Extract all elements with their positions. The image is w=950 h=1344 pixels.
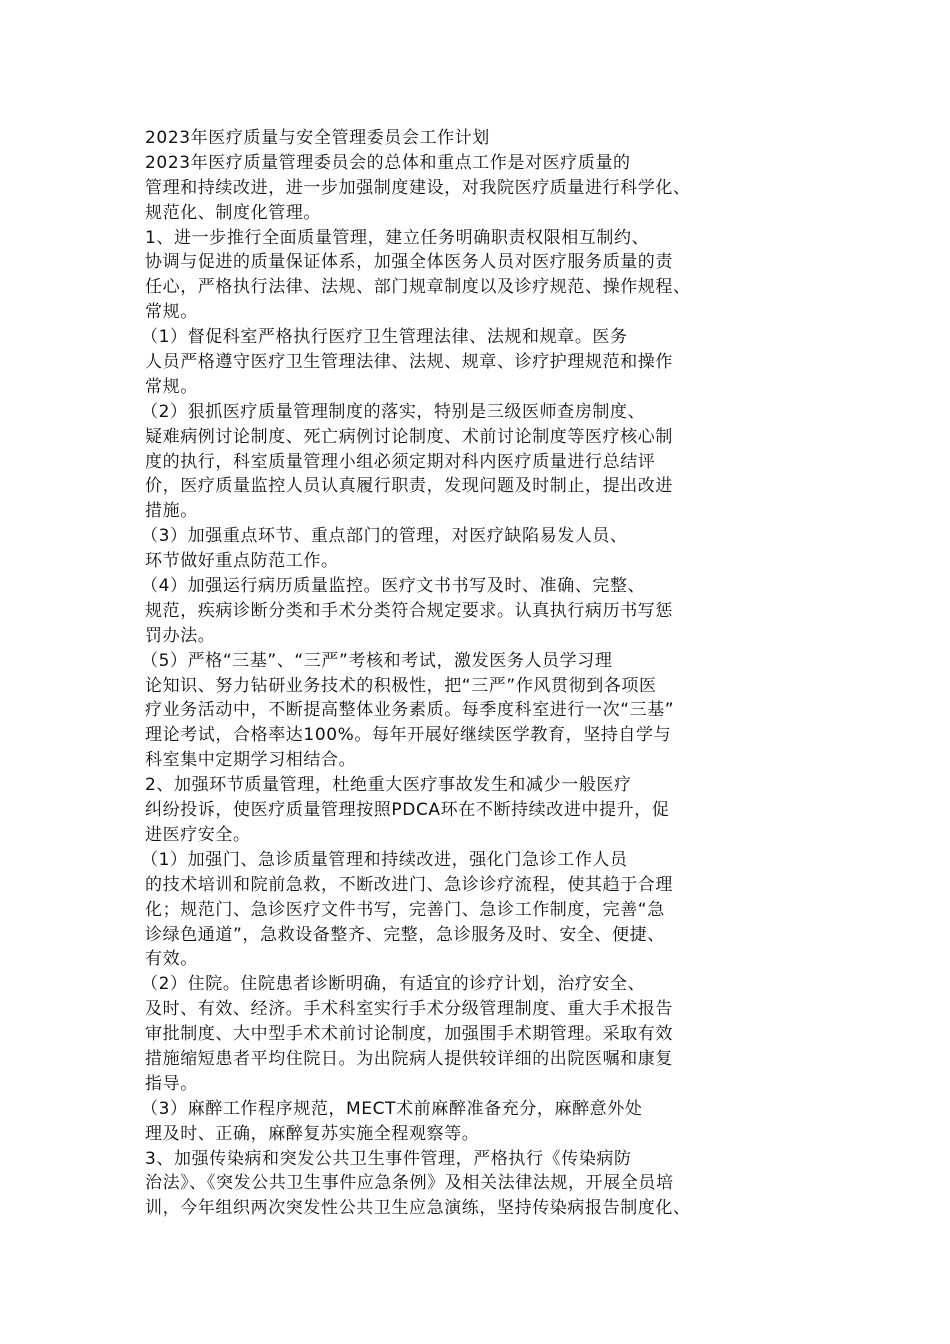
text-line: 审批制度、大中型手术术前讨论制度，加强围手术期管理。采取有效 — [145, 1024, 673, 1045]
document-title: 2023年医疗质量与安全管理委员会工作计划 — [145, 128, 490, 148]
text-line: 化；规范门、急诊医疗文件书写，完善门、急诊工作制度，完善“急 — [145, 899, 665, 920]
text-line: 科室集中定期学习相结合。 — [145, 750, 357, 771]
document-body — [141, 126, 765, 1221]
text-line: 措施缩短患者平均住院日。为出院病人提供较详细的出院医嘱和康复 — [145, 1048, 673, 1069]
text-line: 论知识、努力钻研业务技术的积极性，把“三严”作风贯彻到各项医 — [145, 675, 657, 696]
text-line: 疑难病例讨论制度、死亡病例讨论制度、术前讨论制度等医疗核心制 — [145, 426, 673, 447]
text-line: 常规。 — [145, 376, 198, 397]
list-item: （1）加强门、急诊质量管理和持续改进，强化门急诊工作人员 — [141, 849, 628, 870]
text-line: 措施。 — [145, 501, 198, 522]
text-line: 纠纷投诉，使医疗质量管理按照PDCA环在不断持续改进中提升，促 — [145, 800, 670, 821]
text-line: 环节做好重点防范工作。 — [145, 551, 339, 572]
text-line: 任心，严格执行法律、法规、部门规章制度以及诊疗规范、操作规程、 — [145, 277, 691, 298]
text-line: 人员严格遵守医疗卫生管理法律、法规、规章、诊疗护理规范和操作 — [145, 352, 673, 373]
text-line: 疗业务活动中，不断提高整体业务素质。每季度科室进行一次“三基” — [145, 700, 675, 721]
section-heading: 1、进一步推行全面质量管理，建立任务明确职责权限相互制约、 — [145, 227, 650, 248]
text-line: 及时、有效、经济。手术科室实行手术分级管理制度、重大手术报告 — [145, 999, 673, 1020]
list-item: （3）加强重点环节、重点部门的管理，对医疗缺陷易发人员、 — [141, 526, 628, 547]
text-line: 理及时、正确，麻醉复苏实施全程观察等。 — [145, 1123, 480, 1144]
list-item: （5）严格“三基”、“三严”考核和考试，激发医务人员学习理 — [141, 650, 613, 671]
list-item: （2）住院。住院患者诊断明确，有适宜的诊疗计划，治疗安全、 — [141, 974, 646, 995]
text-line: 规范化、制度化管理。 — [145, 202, 321, 223]
text-line: 治法》、《突发公共卫生事件应急条例》及相关法律法规，开展全员培 — [145, 1173, 674, 1194]
list-item: （1）督促科室严格执行医疗卫生管理法律、法规和规章。医务 — [141, 327, 628, 348]
text-line: 常规。 — [145, 302, 198, 323]
section-heading: 3、加强传染病和突发公共卫生事件管理，严格执行《传染病防 — [145, 1148, 632, 1169]
text-line: 规范，疾病诊断分类和手术分类符合规定要求。认真执行病历书写惩 — [145, 600, 673, 621]
text-line: 进医疗安全。 — [145, 824, 251, 845]
text-line: 指导。 — [145, 1073, 198, 1094]
text-line: 2023年医疗质量管理委员会的总体和重点工作是对医疗质量的 — [145, 152, 631, 173]
text-line: 诊绿色通道”，急救设备整齐、完整，急诊服务及时、安全、便捷、 — [145, 924, 665, 945]
text-line: 协调与促进的质量保证体系，加强全体医务人员对医疗服务质量的责 — [145, 252, 673, 273]
text-line: 管理和持续改进，进一步加强制度建设，对我院医疗质量进行科学化、 — [145, 177, 691, 198]
list-item: （2）狠抓医疗质量管理制度的落实，特别是三级医师查房制度、 — [141, 401, 646, 422]
text-line: 有效。 — [145, 949, 198, 970]
text-line: 的技术培训和院前急救，不断改进门、急诊诊疗流程，使其趋于合理 — [145, 874, 673, 895]
text-line: 罚办法。 — [145, 625, 216, 646]
text-line: 度的执行，科室质量管理小组必须定期对科内医疗质量进行总结评 — [145, 451, 656, 472]
list-item: （3）麻醉工作程序规范，MECT术前麻醉准备充分，麻醉意外处 — [141, 1098, 643, 1119]
text-line: 理论考试，合格率达100%。每年开展好继续医学教育，坚持自学与 — [145, 725, 672, 746]
text-line: 价，医疗质量监控人员认真履行职责，发现问题及时制止，提出改进 — [145, 476, 673, 497]
section-heading: 2、加强环节质量管理，杜绝重大医疗事故发生和减少一般医疗 — [145, 775, 632, 796]
list-item: （4）加强运行病历质量监控。医疗文书书写及时、准确、完整、 — [141, 576, 646, 597]
text-line: 训，今年组织两次突发性公共卫生应急演练，坚持传染病报告制度化、 — [145, 1198, 691, 1219]
